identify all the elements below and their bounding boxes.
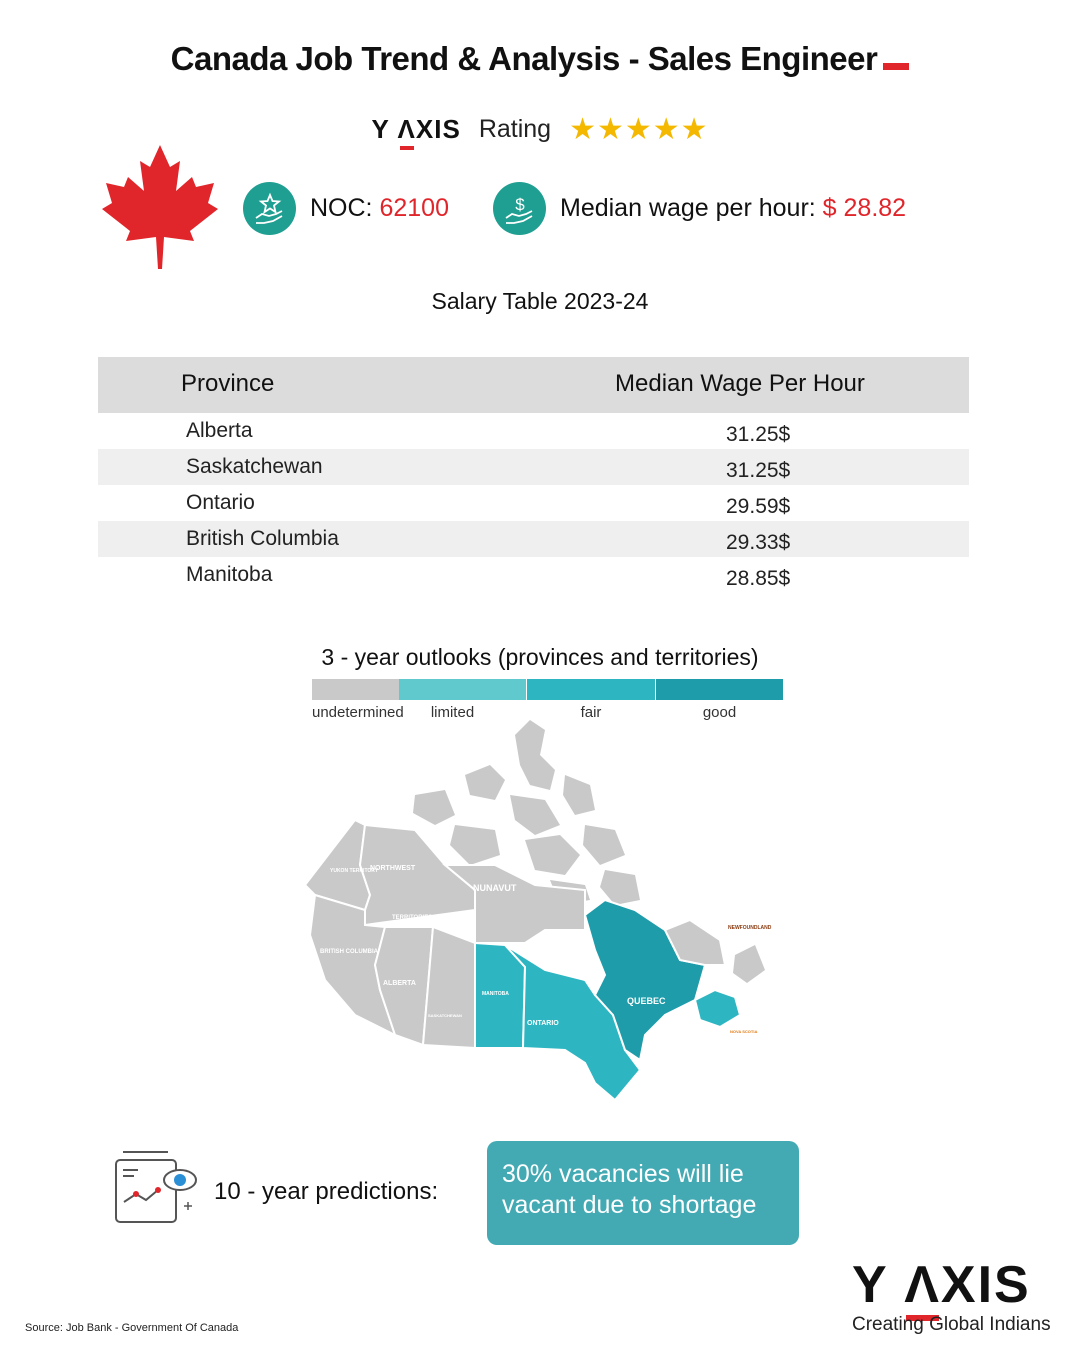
wage-cell: 31.25$	[726, 459, 791, 482]
table-row	[98, 521, 969, 557]
map-label-territories: TERRITORIES	[392, 915, 433, 921]
legend-undetermined	[312, 679, 404, 721]
brand-lambda-letter: Λ	[397, 114, 416, 144]
legend-label: limited	[430, 704, 475, 721]
wage-cell: 28.85$	[726, 567, 791, 590]
noc-label: NOC:	[310, 194, 373, 222]
map-label-nunavut: NUNAVUT	[473, 883, 517, 893]
map-label-yukon: YUKON TERRITORY	[330, 868, 379, 874]
prediction-callout: 30% vacancies will lie vacant due to shortage	[487, 1141, 799, 1245]
hand-dollar-icon	[493, 182, 546, 235]
legend-limited	[399, 679, 526, 721]
map-label-ontario: ONTARIO	[527, 1020, 559, 1027]
region-saskatchewan	[423, 927, 475, 1048]
brand-logo-small	[371, 114, 460, 145]
svg-text:$: $	[514, 194, 525, 214]
legend-label: fair	[580, 704, 602, 721]
median-wage-text	[560, 194, 906, 223]
brand-y: Y	[371, 114, 390, 144]
brand-red-bar	[400, 146, 414, 150]
source-note: Source: Job Bank - Government Of Canada	[25, 1322, 239, 1334]
hand-star-icon	[243, 182, 296, 235]
rating-row	[0, 112, 1080, 147]
map-label-manitoba: MANITOBA	[482, 991, 509, 997]
province-cell: Alberta	[186, 419, 253, 442]
region-maritimes	[695, 990, 740, 1027]
wage-cell: 29.59$	[726, 495, 791, 518]
map-label-northwest: NORTHWEST	[370, 865, 416, 872]
brand-logo-large	[852, 1255, 1031, 1315]
noc-value: 62100	[379, 194, 449, 222]
wage-cell: 31.25$	[726, 423, 791, 446]
legend-good	[656, 679, 783, 721]
region-newfoundland-island	[733, 945, 765, 983]
map-label-newfoundland: NEWFOUNDLAND	[728, 925, 772, 931]
noc-text	[310, 194, 449, 223]
page-title-text: Canada Job Trend & Analysis - Sales Engineer	[170, 40, 878, 77]
legend-label: good	[702, 704, 737, 721]
province-cell: Ontario	[186, 491, 255, 514]
maple-leaf-icon	[100, 143, 220, 271]
median-wage-item	[493, 182, 906, 235]
title-accent-bar	[883, 63, 909, 70]
median-wage-label: Median wage per hour:	[560, 194, 816, 222]
brand-y: Y	[852, 1256, 888, 1314]
map-label-bc: BRITISH COLUMBIA	[320, 949, 378, 955]
map-label-alberta: ALBERTA	[383, 980, 416, 987]
table-header	[98, 357, 969, 413]
brand-tagline: Creating Global Indians	[852, 1314, 1051, 1335]
legend-label: undetermined	[312, 704, 404, 721]
rating-label: Rating	[478, 115, 552, 143]
page-title	[0, 40, 1080, 78]
brand-rest: XIS	[415, 114, 461, 144]
map-label-quebec: QUEBEC	[627, 996, 666, 1006]
table-row	[98, 557, 969, 593]
canada-outlook-map	[295, 715, 795, 1105]
median-wage-value: $ 28.82	[822, 194, 907, 222]
column-header-wage: Median Wage Per Hour	[615, 370, 865, 397]
brand-rest: XIS	[940, 1256, 1031, 1314]
outlook-legend	[312, 679, 783, 721]
map-label-saskatchewan: SASKATCHEWAN	[428, 1013, 462, 1018]
province-cell: British Columbia	[186, 527, 339, 550]
salary-table	[98, 357, 969, 593]
column-header-province: Province	[181, 370, 275, 397]
rating-stars: ★★★★★	[569, 113, 709, 146]
analytics-eye-icon	[108, 1150, 203, 1230]
brand-lambda	[398, 114, 416, 145]
noc-item	[243, 182, 449, 235]
salary-table-heading: Salary Table 2023-24	[431, 288, 649, 314]
table-row	[98, 485, 969, 521]
wage-cell: 29.33$	[726, 531, 791, 554]
prediction-label: 10 - year predictions:	[214, 1178, 439, 1205]
table-row	[98, 449, 969, 485]
outlook-heading: 3 - year outlooks (provinces and territories)	[321, 644, 759, 670]
brand-lambda-letter: Λ	[904, 1256, 941, 1314]
map-label-nova-scotia: NOVA SCOTIA	[730, 1029, 758, 1034]
province-cell: Saskatchewan	[186, 455, 323, 478]
province-cell: Manitoba	[186, 563, 273, 586]
brand-lambda	[904, 1255, 941, 1315]
legend-fair	[527, 679, 655, 721]
table-row	[98, 413, 969, 449]
